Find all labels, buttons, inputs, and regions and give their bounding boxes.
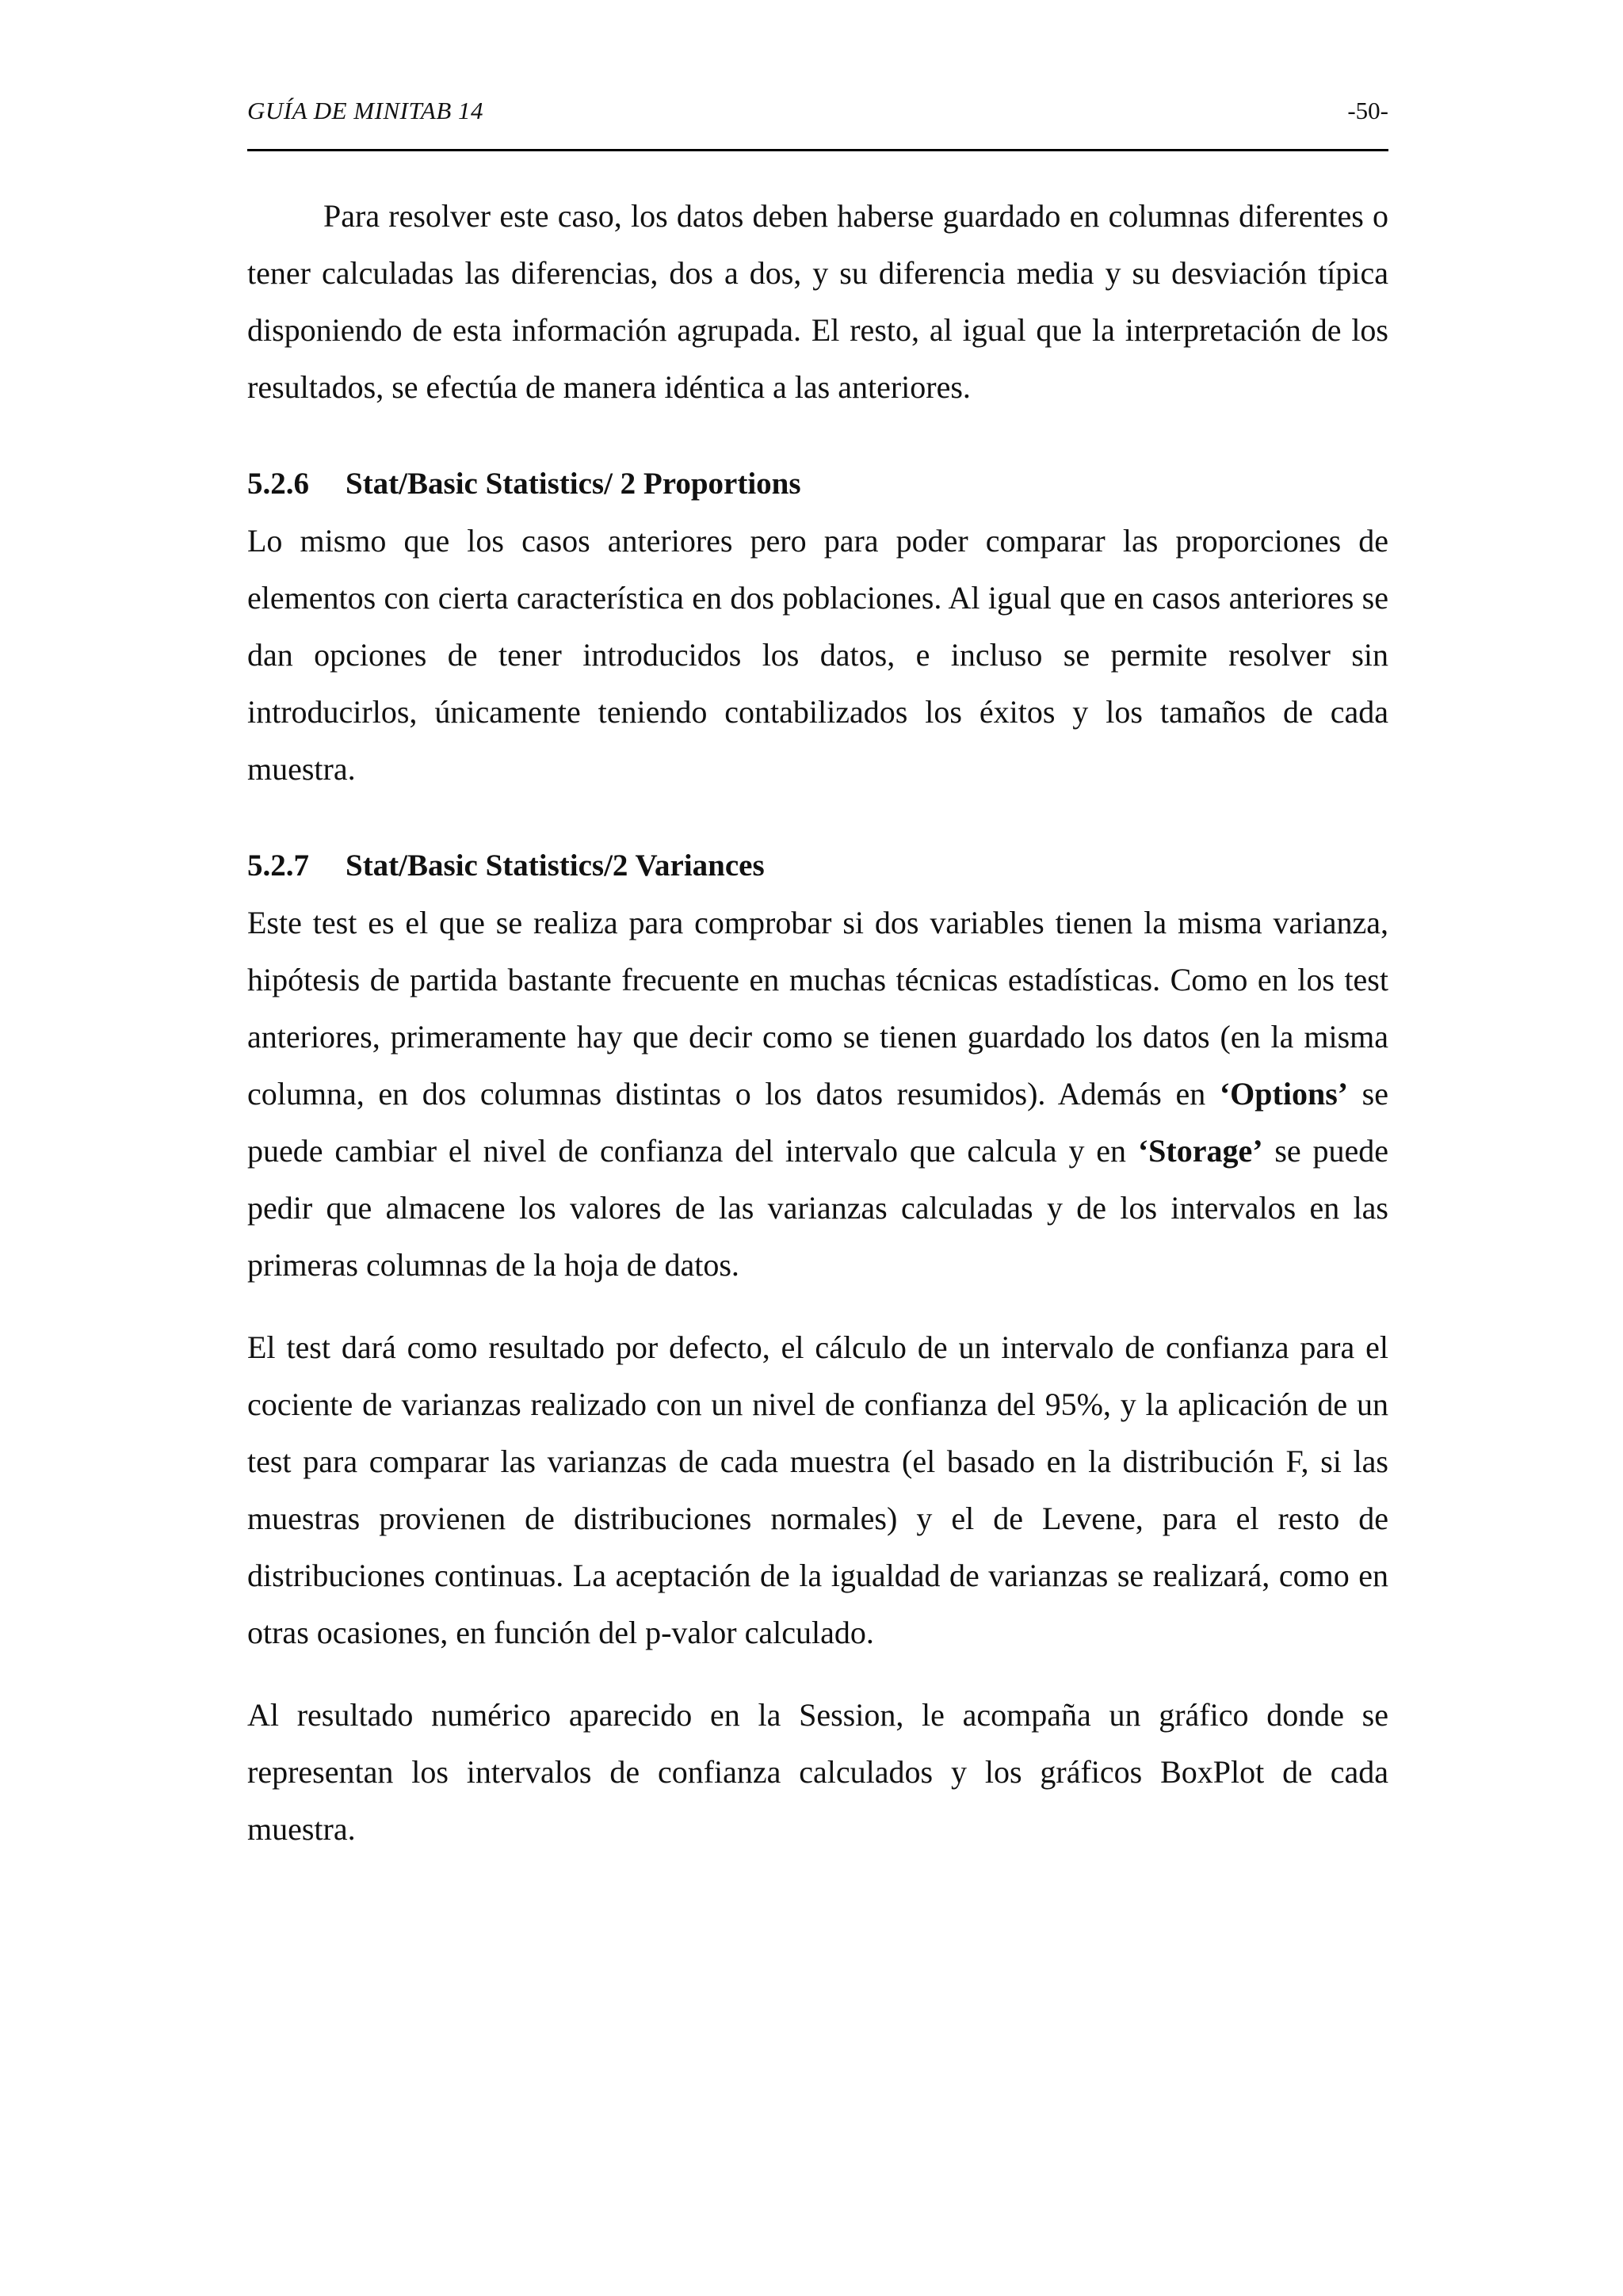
document-body: [247, 188, 1388, 1858]
section-title: Stat/Basic Statistics/ 2 Proportions: [346, 467, 801, 501]
section-5-2-7-paragraph-1: [247, 894, 1388, 1294]
paragraph-text: se puede pedir que almacene los valores de las varianzas calculadas y de los intervalos en las primeras columnas de la hoja de datos.: [247, 1133, 1389, 1283]
section-heading-5-2-7: [247, 837, 1388, 894]
paragraph-text: Este test es el que se realiza para comprobar si dos variables tienen la misma varianza, hipótesis de partida bastante frecuente en muchas técnicas estadísticas. Como en los test anteriores, primeramente hay que decir como se tienen guardado los datos (en la misma columna, en dos columnas distintas o los datos resumidos). Además en: [247, 905, 1388, 1112]
section-number: 5.2.6: [247, 467, 309, 501]
section-heading-5-2-6: [247, 456, 1388, 513]
section-5-2-6-paragraph: Lo mismo que los casos anteriores pero para poder comparar las proporciones de elementos con cierta característica en dos poblaciones. Al igual que en casos anteriores se dan opciones de tener introducidos los datos, e incluso se permite resolver sin introducirlos, únicamente teniendo contabilizados los éxitos y los tamaños de cada muestra.: [247, 523, 1388, 787]
section-5-2-7-paragraph-2: El test dará como resultado por defecto, el cálculo de un intervalo de confianza para el cociente de varianzas realizado con un nivel de confianza del 95%, y la aplicación de un test para comparar las varianzas de cada muestra (el basado en la distribución F, si las muestras provienen de distribuciones normales) y el de Levene, para el resto de distribuciones continuas. La aceptación de la igualdad de varianzas se realizará, como en otras ocasiones, en función del p-valor calculado.: [247, 1329, 1388, 1650]
intro-paragraph: Para resolver este caso, los datos deben haberse guardado en columnas diferentes o tener calculadas las diferencias, dos a dos, y su diferencia media y su desviación típica disponiendo de esta información agrupada. El resto, al igual que la interpretación de los resultados, se efectúa de manera idéntica a las anteriores.: [247, 198, 1388, 405]
paragraph-text: se puede cambiar el nivel de confianza del intervalo que calcula y en: [247, 1076, 1389, 1169]
options-term: ‘Options’: [1219, 1076, 1349, 1112]
page-number: -50-: [1347, 97, 1388, 124]
page-header: [247, 97, 1388, 151]
storage-term: ‘Storage’: [1137, 1133, 1263, 1169]
section-title: Stat/Basic Statistics/2 Variances: [346, 849, 765, 883]
section-number: 5.2.7: [247, 849, 309, 883]
section-5-2-7-paragraph-3: Al resultado numérico aparecido en la Session, le acompaña un gráfico donde se representan los intervalos de confianza calculados y los gráficos BoxPlot de cada muestra.: [247, 1697, 1388, 1847]
header-title: GUÍA DE MINITAB 14: [247, 97, 484, 124]
